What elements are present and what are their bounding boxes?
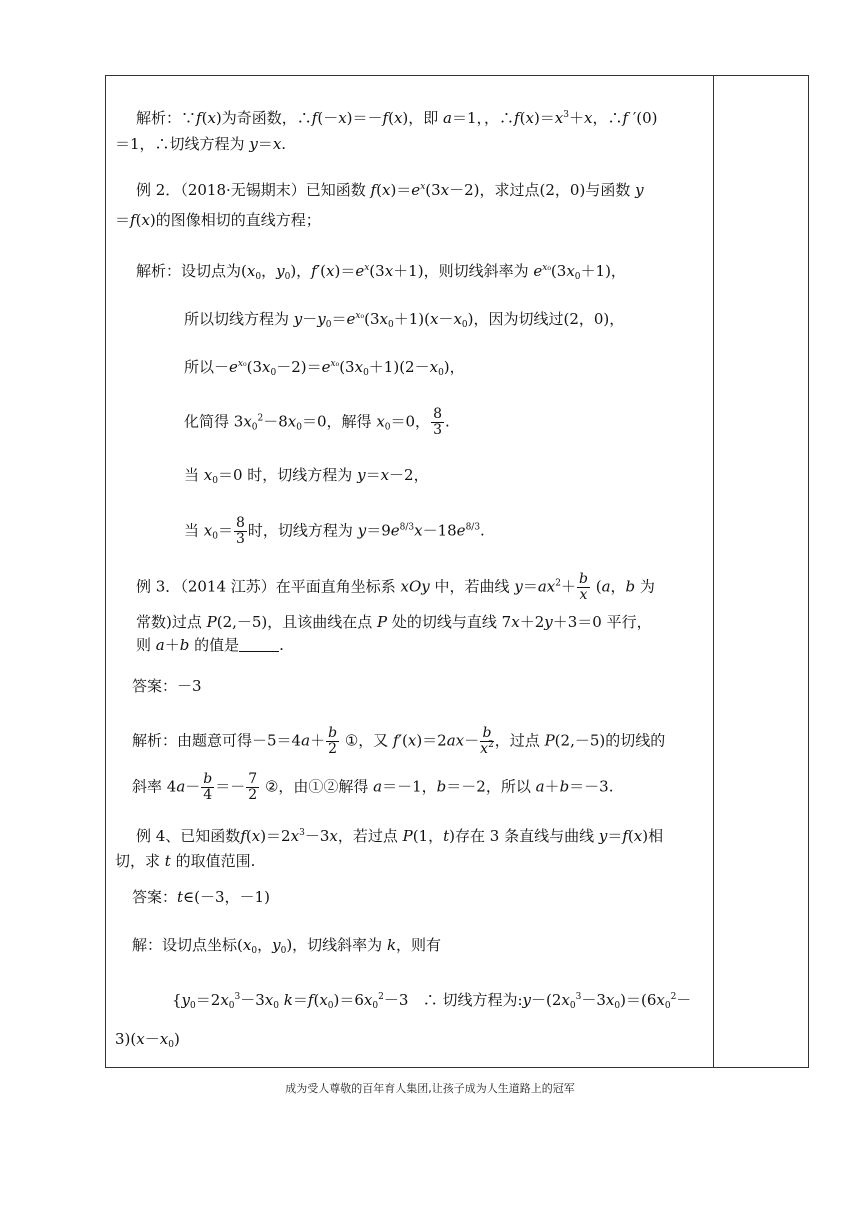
column-divider xyxy=(713,75,714,1068)
ex3-solution-line2: 斜率 4a－ $\frac{b}{4}$ ＝－ $\frac{7}{2}$ ②，由①②解得 a＝－1，b＝－2，所以 a＋b＝－3. xyxy=(132,771,614,803)
ex2-question-line1: 例 2．（2018·无锡期末）已知函数 $f(x)=e^x(3x-2)$，求过点(2，0)与函数 y xyxy=(136,181,644,199)
ex3-question-line3: 则 a＋b 的值是 . xyxy=(136,636,284,654)
ex2-solution-line2: 所以切线方程为 $y-y_0=e^{x_0}(3x_0+1)(x-x_0)$，因为切线过(2，0)， xyxy=(184,310,625,330)
ex3-question-line1: 例 3．（2014 江苏）在平面直角坐标系 xOy 中，若曲线 $y=ax^2+$ $\frac{b}{x}$ (a，b 为 xyxy=(136,571,655,603)
ex4-question-line2: 切，求 t 的取值范围. xyxy=(115,852,256,870)
ex3-question-line2: 常数)过点 P(2,－5)，且该曲线在点 P 处的切线与直线 7x＋2y＋3＝0 平行， xyxy=(136,613,652,631)
ex2-question-line2: ＝f(x)的图像相切的直线方程； xyxy=(115,211,321,229)
ex2-solution-line4: 化简得 $3x_0^2-8x_0=0$，解得 $x_0=0$， $\frac{8}{3}$ . xyxy=(184,406,450,438)
ex1-solution-line2: ＝1，∴切线方程为 y＝x. xyxy=(115,135,287,153)
ex4-solution-line3: $3)(x-x_0)$ xyxy=(115,1030,180,1050)
ex4-question-line1: 例 4、已知函数$f(x)=2x^3-3x$，若过点 P(1，t)存在 3 条直线与曲线 y＝f(x)相 xyxy=(136,827,664,845)
ex2-solution-line6: 当 $x_0=$ $\frac{8}{3}$ 时，切线方程为 $y=9e^{8/3}x-18e^{8/3}$. xyxy=(184,515,485,547)
ex4-solution-line2: {$y_0=2x_0^3-3x_0$ $k=f(x_0)=6x_0^2-3$ ∴ 切线方程为$:y-(2x_0^3-3x_0)=(6x_0^2-$ xyxy=(172,991,692,1011)
ex4-solution-line1: 解：设切点坐标($x_0$，$y_0$)，切线斜率为 k，则有 xyxy=(132,936,442,956)
ex2-solution-line1: 解析：设切点为($x_0$，$y_0$)，$f'(x)=e^x(3x+1)$，则切线斜率为 $e^{x_0}(3x_0+1)$， xyxy=(136,262,626,282)
ex1-solution-line1: 解析：∵f(x)为奇函数，∴f(－x)＝－f(x)，即 a＝1，，$\therefore f(x)=x^3+x$，∴f ′(0) xyxy=(136,109,658,127)
ex4-answer: 答案：t∈(－3，－1) xyxy=(132,888,270,906)
ex2-solution-line5: 当 $x_0=0$ 时，切线方程为 y＝x－2， xyxy=(184,466,429,486)
page-footer: 成为受人尊敬的百年育人集团,让孩子成为人生道路上的冠军 xyxy=(285,1082,575,1095)
ex3-answer: 答案：－3 xyxy=(132,677,202,695)
ex3-solution-line1: 解析：由题意可得－5＝4a＋ $\frac{b}{2}$ ①，又 f′(x)＝2ax－ $\frac{b}{x^2}$ ，过点 P(2,－5)的切线的 xyxy=(132,725,666,757)
ex2-solution-line3: 所以$-e^{x_0}(3x_0-2)=e^{x_0}(3x_0+1)(2-x_0)$， xyxy=(184,358,465,378)
